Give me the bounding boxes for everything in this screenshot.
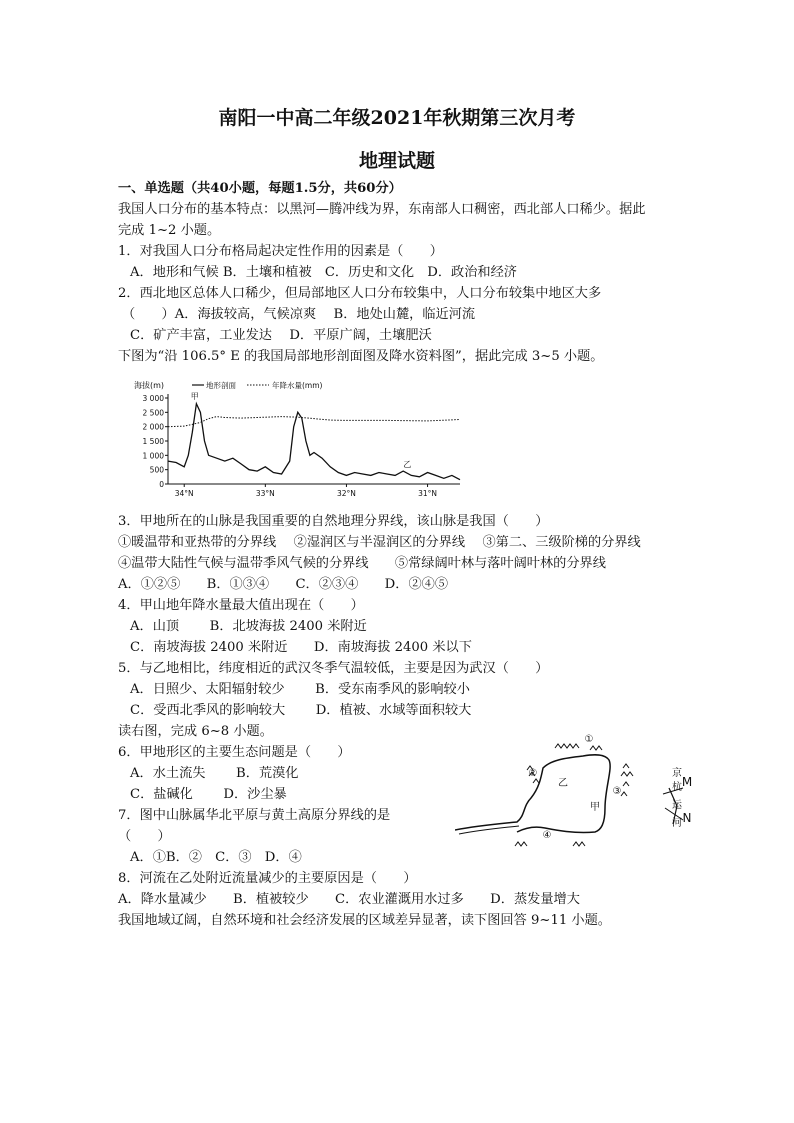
section-heading: 一、单选题（共40小题，每题1.5分，共60分） (118, 181, 402, 196)
q3-line3: ④温带大陆性气候与温带季风气候的分界线 ⑤常绿阔叶林与落叶阔叶林的分界线 (118, 556, 606, 571)
label-jing: 京 (672, 768, 682, 779)
q1-options: A．地形和气候 B．土壤和植被 C．历史和文化 D．政治和经济 (130, 265, 517, 280)
terrain-profile-line (168, 404, 460, 480)
y-tick-label: 1 500 (142, 437, 164, 446)
chart-legend (192, 380, 323, 390)
q3-stem: 3．甲地所在的山脉是我国重要的自然地理分界线，该山脉是我国（ ） (118, 514, 549, 529)
q1-stem: 1．对我国人口分布格局起决定性作用的因素是（ ） (118, 244, 443, 259)
label-m: M (681, 775, 693, 789)
label-mountain-1: ① (584, 734, 594, 745)
annotation-yi: 乙 (403, 459, 412, 469)
q8-stem: 8．河流在乙处附近流量减少的主要原因是（ ） (118, 871, 417, 886)
intro3: 读右图，完成 6~8 小题。 (118, 724, 273, 739)
regional-sketch-map (455, 728, 695, 858)
exam-title: 南阳一中高二年级2021年秋期第三次月考 (218, 107, 576, 129)
y-tick-label: 500 (149, 465, 164, 475)
q6-line3: C．盐碱化 D．沙尘暴 (130, 787, 287, 802)
q2-line2: （ ）A．海拔较高，气候凉爽 B．地处山麓，临近河流 (122, 307, 476, 322)
exam-subtitle: 地理试题 (358, 150, 435, 172)
annotation-jia: 甲 (190, 391, 199, 401)
label-mountain-2: ② (528, 768, 538, 779)
q4-stem: 4．甲山地年降水量最大值出现在（ ） (118, 598, 364, 613)
q4-line2: A．山顶 B．北坡海拔 2400 米附近 (130, 619, 367, 634)
y-tick-label: 3 000 (142, 394, 164, 403)
x-tick-label: 31°N (418, 489, 438, 498)
legend-precipitation: 年降水量(mm) (272, 381, 323, 390)
legend-terrain: 地形剖面 (206, 381, 236, 390)
q8-options: A．降水量减少 B．植被较少 C．农业灌溉用水过多 D．蒸发量增大 (118, 892, 580, 907)
label-yun: 运 (672, 800, 682, 811)
q2-stem: 2．西北地区总体人口稀少，但局部地区人口分布较集中，人口分布较集中地区大多 (118, 286, 602, 301)
q7-stem: 7．图中山脉属华北平原与黄土高原分界线的是 (118, 808, 391, 823)
chart-series (168, 404, 460, 480)
label-n: N (682, 811, 692, 825)
label-mountain-3: ③ (612, 786, 622, 797)
q3-line2: ①暖温带和亚热带的分界线 ②湿润区与半湿润区的分界线 ③第二、三级阶梯的分界线 (118, 535, 641, 550)
y-tick-label: 0 (159, 480, 164, 489)
river-loop (455, 755, 610, 833)
label-he: 河 (672, 818, 682, 829)
q2-line3: C．矿产丰富，工业发达 D．平原广阔，土壤肥沃 (130, 328, 432, 343)
chart-axes (168, 391, 460, 484)
intro2: 下图为“沿 106.5° E 的我国局部地形剖面图及降水资料图”，据此完成 3~5 小题。 (118, 349, 604, 364)
intro4: 我国地域辽阔，自然环境和社会经济发展的区域差异显著，读下图回答 9~11 小题。 (118, 913, 611, 928)
q5-stem: 5．与乙地相比，纬度相近的武汉冬季气温较低，主要是因为武汉（ ） (118, 661, 549, 676)
label-jia: 甲 (590, 802, 600, 813)
precipitation-line (168, 417, 460, 427)
y-tick-label: 1 000 (142, 451, 164, 461)
label-mountain-4: ④ (542, 830, 552, 841)
label-hang: 杭 (672, 782, 682, 793)
intro1-line2: 完成 1~2 小题。 (118, 223, 221, 238)
q6-stem: 6．甲地形区的主要生态问题是（ ） (118, 745, 351, 760)
x-tick-label: 32°N (336, 489, 356, 498)
chart-ticks (142, 391, 438, 498)
q5-line2: A．日照少、太阳辐射较少 B．受东南季风的影响较小 (130, 682, 470, 697)
y-tick-label: 2 000 (142, 422, 164, 432)
x-tick-label: 34°N (174, 489, 194, 498)
q3-options: A．①②⑤ B．①③④ C．②③④ D．②④⑤ (118, 577, 449, 592)
q7-options: A．①B．② C．③ D．④ (130, 850, 302, 865)
q5-line3: C．受西北季风的影响较大 D．植被、水域等面积较大 (130, 703, 472, 718)
q7-line2: （ ） (118, 829, 171, 844)
map-labels (529, 734, 693, 841)
intro1-line1: 我国人口分布的基本特点：以黑河—腾冲线为界，东南部人口稠密，西北部人口稀少。据此 (118, 202, 646, 217)
chart-annotations (191, 392, 412, 469)
q6-line2: A．水土流失 B．荒漠化 (130, 766, 299, 781)
x-tick-label: 33°N (255, 489, 275, 498)
label-yi: 乙 (558, 778, 568, 789)
y-tick-label: 2 500 (142, 408, 164, 418)
y-axis-label: 海拔(m) (134, 381, 165, 390)
q4-line3: C．南坡海拔 2400 米附近 D．南坡海拔 2400 米以下 (130, 640, 472, 655)
terrain-profile-chart (132, 378, 472, 508)
